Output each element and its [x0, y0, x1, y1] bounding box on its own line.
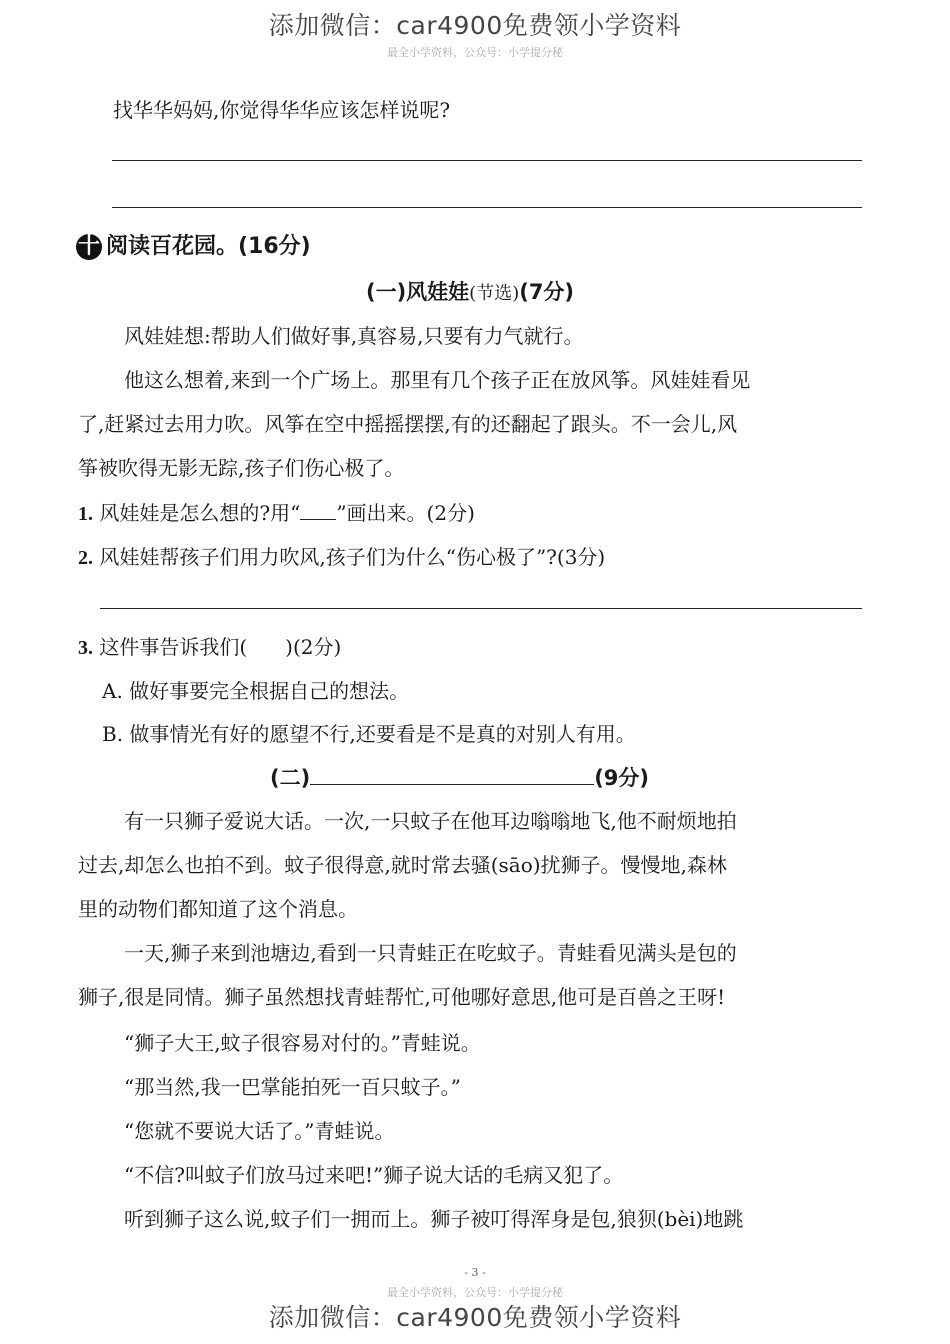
- passage2-line-5: 狮子,很是同情。狮子虽然想找青蛙帮忙,可他哪好意思,他可是百兽之王呀!: [78, 985, 726, 1009]
- passage2-line-1: 有一只狮子爱说大话。一次,一只蚊子在他耳边嗡嗡地飞,他不耐烦地拍: [124, 809, 737, 833]
- watermark-top: 添加微信：car4900免费领小学资料: [268, 11, 682, 40]
- passage2-line-7: “那当然,我一巴掌能拍死一百只蚊子。”: [124, 1075, 461, 1099]
- question-1: 1. 风娃娃是怎么想的?用“ ”画出来。(2分): [78, 501, 475, 525]
- title-blank-line: [310, 762, 594, 785]
- passage2-line-10: 听到狮子这么说,蚊子们一拥而上。狮子被叮得浑身是包,狼狈(bèi)地跳: [124, 1207, 744, 1231]
- passage1-paragraph-1: 风娃娃想:帮助人们做好事,真容易,只要有力气就行。: [124, 324, 584, 348]
- answer-line-3: [100, 608, 862, 609]
- previous-question-text: 找华华妈妈,你觉得华华应该怎样说呢?: [113, 98, 451, 122]
- question-2: 2. 风娃娃帮孩子们用力吹风,孩子们为什么“伤心极了”?(3分): [78, 545, 606, 569]
- passage2-title: (二) (9分): [270, 762, 649, 792]
- passage1-title: (一)风娃娃(节选)(7分): [365, 280, 575, 304]
- option-b: B. 做事情光有好的愿望不行,还要看是不是真的对别人有用。: [102, 722, 636, 746]
- answer-line-1: [112, 160, 862, 161]
- passage2-line-9: “不信?叫蚊子们放马过来吧!”狮子说大话的毛病又犯了。: [124, 1163, 624, 1187]
- passage2-line-6: “狮子大王,蚊子很容易对付的。”青蛙说。: [124, 1031, 481, 1055]
- passage2-line-3: 里的动物们都知道了这个消息。: [78, 897, 358, 921]
- passage1-paragraph-2-line-1: 他这么想着,来到一个广场上。那里有几个孩子正在放风筝。风娃娃看见: [124, 368, 751, 392]
- watermark-bottom: 添加微信：car4900免费领小学资料: [268, 1303, 682, 1332]
- passage2-line-2: 过去,却怎么也拍不到。蚊子很得意,就时常去骚(sāo)扰狮子。慢慢地,森林: [78, 853, 727, 877]
- passage2-line-8: “您就不要说大话了。”青蛙说。: [124, 1119, 395, 1143]
- underline-mark-sample: [300, 501, 336, 520]
- section-title: 阅读百花园。(16分): [106, 234, 311, 259]
- page-number: - 3 -: [464, 1266, 486, 1279]
- passage1-paragraph-2-line-3: 筝被吹得无影无踪,孩子们伤心极了。: [78, 456, 405, 480]
- passage2-line-4: 一天,狮子来到池塘边,看到一只青蛙正在吃蚊子。青蛙看见满头是包的: [124, 941, 737, 965]
- faint-footer-text: 最全小学资料，公众号：小学提分秘: [387, 1286, 563, 1299]
- option-a: A. 做好事要完全根据自己的想法。: [102, 679, 410, 703]
- section-heading: [76, 232, 311, 262]
- answer-line-2: [112, 207, 862, 208]
- passage1-paragraph-2-line-2: 了,赶紧过去用力吹。风筝在空中摇摇摆摆,有的还翻起了跟头。不一会儿,风: [78, 412, 738, 436]
- faint-header-text: 最全小学资料，公众号：小学提分秘: [387, 46, 563, 59]
- question-3: 3. 这件事告诉我们( )(2分): [78, 635, 342, 659]
- section-number-badge: 十: [77, 234, 100, 259]
